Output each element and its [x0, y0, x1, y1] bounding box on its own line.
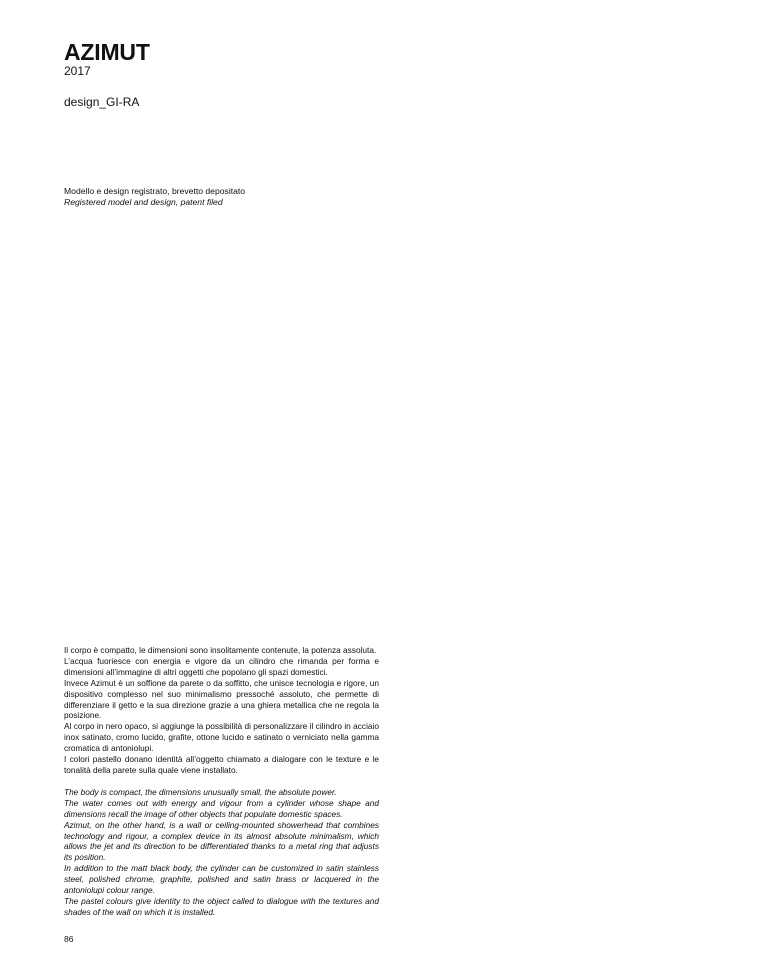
- product-year: 2017: [64, 64, 91, 78]
- designer-credit: design_GI-RA: [64, 95, 140, 109]
- registration-note: [64, 186, 245, 208]
- product-description: [64, 645, 379, 918]
- description-paragraph: Invece Azimut è un soffione da parete o da soffitto, che unisce tecnologia e rigore, un dispositivo complesso nel suo minimalismo pressoché assoluto, che permette di differenziare il getto e la sua direzione grazie a una ghiera metallica che ne regola la posizione.: [64, 677, 379, 721]
- language-separator: [64, 776, 379, 787]
- description-paragraph: In addition to the matt black body, the cylinder can be customized in satin stainless steel, polished chrome, graphite, polished and satin brass or lacquered in the antoniolupi colour range.: [64, 863, 379, 896]
- description-english: [64, 787, 379, 918]
- description-paragraph: L’acqua fuoriesce con energia e vigore da un cilindro che rimanda per forma e dimensioni all’immagine di altri oggetti che popolano gli spazi domestici.: [64, 655, 379, 677]
- description-paragraph: Azimut, on the other hand, is a wall or ceiling-mounted showerhead that combines technology and rigour, a complex device in its almost absolute minimalism, which allows the jet and its direction to be differentiated thanks to a metal ring that adjusts its position.: [64, 819, 379, 863]
- description-paragraph: The body is compact, the dimensions unusually small, the absolute power.: [64, 786, 337, 797]
- product-title: AZIMUT: [64, 39, 150, 65]
- description-paragraph: The water comes out with energy and vigour from a cylinder whose shape and dimensions recall the image of other objects that populate domestic spaces.: [64, 797, 379, 819]
- description-paragraph: I colori pastello donano identità all’oggetto chiamato a dialogare con le texture e le tonalità della parete sulla quale viene installato.: [64, 754, 379, 775]
- description-italian: [64, 645, 379, 776]
- registration-note-english: Registered model and design, patent filed: [64, 197, 223, 207]
- description-paragraph: Il corpo è compatto, le dimensioni sono insolitamente contenute, la potenza assoluta.: [64, 645, 377, 655]
- registration-note-italian: Modello e design registrato, brevetto depositato: [64, 186, 246, 196]
- description-paragraph: The pastel colours give identity to the object called to dialogue with the textures and shades of the wall on which it is installed.: [64, 895, 379, 917]
- page-number: 86: [64, 934, 74, 944]
- description-paragraph: Al corpo in nero opaco, si aggiunge la possibilità di personalizzare il cilindro in acciaio inox satinato, cromo lucido, grafite, ottone lucido e satinato o verniciato nella gamma cromatica di antoniolupi.: [64, 721, 379, 754]
